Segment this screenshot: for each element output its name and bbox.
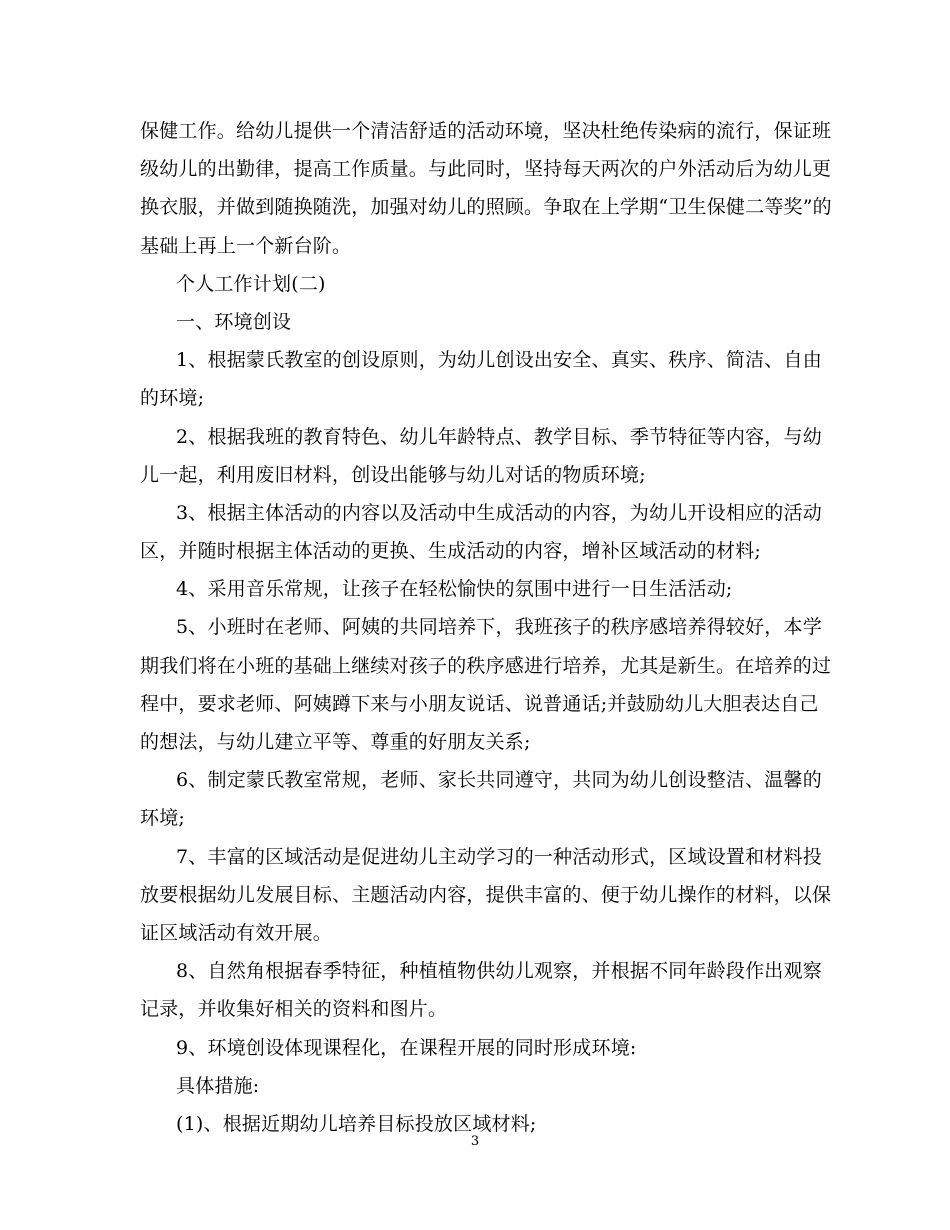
text-line: 的想法，与幼儿建立平等、尊重的好朋友关系;	[140, 731, 531, 753]
text-line: 期我们将在小班的基础上继续对孩子的秩序感进行培养，尤其是新生。在培养的过	[140, 654, 832, 677]
text-line: 8、自然角根据春季特征，种植植物供幼儿观察，并根据不同年龄段作出观察	[176, 960, 822, 983]
text-line: 的环境;	[140, 387, 205, 410]
text-line: 换衣服，并做到随换随洗，加强对幼儿的照顾。争取在上学期“卫生保健二等奖”的	[140, 196, 832, 219]
text-line: (1)、根据近期幼儿培养目标投放区域材料;	[176, 1112, 537, 1135]
text-line: 保健工作。给幼儿提供一个清洁舒适的活动环境，坚决杜绝传染病的流行，保证班	[140, 120, 832, 142]
text-line: 9、环境创设体现课程化，在课程开展的同时形成环境:	[176, 1036, 637, 1059]
text-line: 程中，要求老师、阿姨蹲下来与小朋友说话、说普通话;并鼓励幼儿大胆表达自己	[140, 692, 819, 715]
section-heading: 一、环境创设	[176, 310, 292, 333]
text-line: 5、小班时在老师、阿姨的共同培养下，我班孩子的秩序感培养得较好，本学	[176, 616, 822, 639]
text-line: 区，并随时根据主体活动的更换、生成活动的内容，增补区域活动的材料;	[140, 540, 762, 563]
text-line: 6、制定蒙氏教室常规，老师、家长共同遵守，共同为幼儿创设整洁、温馨的	[176, 769, 822, 792]
text-line: 记录，并收集好相关的资料和图片。	[140, 998, 448, 1021]
page-number: 3	[470, 1134, 480, 1149]
text-line: 4、采用音乐常规，让孩子在轻松愉快的氛围中进行一日生活活动;	[176, 578, 733, 601]
text-line: 环境;	[140, 807, 186, 830]
text-line: 儿一起，利用废旧材料，创设出能够与幼儿对话的物质环境;	[140, 463, 646, 486]
text-line: 3、根据主体活动的内容以及活动中生成活动的内容，为幼儿开设相应的活动	[176, 501, 822, 524]
text-line: 级幼儿的出勤律，提高工作质量。与此同时，坚持每天两次的户外活动后为幼儿更	[140, 158, 832, 181]
text-line: 放要根据幼儿发展目标、主题活动内容，提供丰富的、便于幼儿操作的材料，以保	[140, 883, 832, 906]
text-line: 1、根据蒙氏教室的创设原则，为幼儿创设出安全、真实、秩序、简洁、自由	[176, 349, 822, 372]
section-title: 个人工作计划(二)	[176, 272, 326, 295]
text-line: 2、根据我班的教育特色、幼儿年龄特点、教学目标、季节特征等内容，与幼	[176, 425, 822, 448]
text-line: 证区域活动有效开展。	[140, 921, 333, 944]
text-line: 基础上再上一个新台阶。	[140, 234, 352, 257]
text-line: 具体措施:	[176, 1074, 260, 1097]
text-line: 7、丰富的区域活动是促进幼儿主动学习的一种活动形式，区域设置和材料投	[176, 845, 822, 868]
document-body	[140, 112, 832, 1143]
